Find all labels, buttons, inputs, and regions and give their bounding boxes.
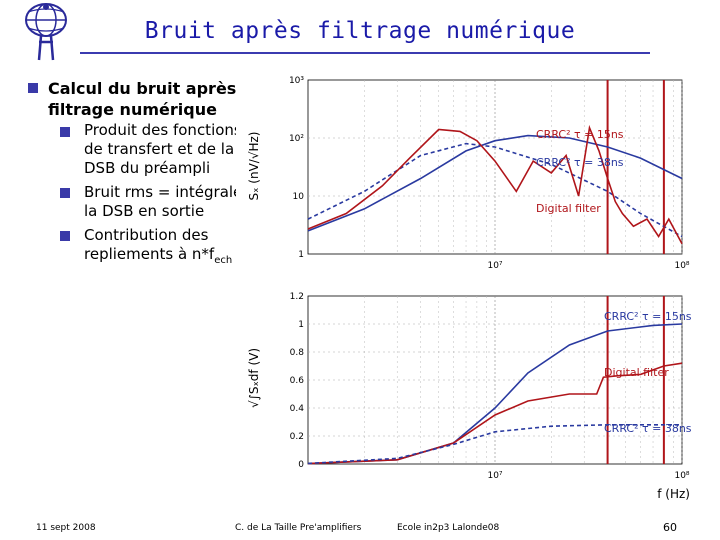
sub-bullet-transfer-functions bbox=[84, 121, 242, 178]
y-tick-label: 10 bbox=[292, 192, 304, 202]
title-divider bbox=[80, 52, 650, 54]
subscript-ech: ech bbox=[214, 255, 233, 266]
y-axis-label: Sₓ (nV/√Hz) bbox=[247, 131, 261, 201]
sub-bullet-aliasing bbox=[84, 226, 232, 270]
sub-bullet-line: Produit des fonctions bbox=[84, 121, 242, 139]
main-bullet-line: filtrage numérique bbox=[48, 100, 217, 119]
main-bullet-text bbox=[48, 78, 236, 120]
x-tick-label: 10⁷ bbox=[487, 471, 503, 481]
sub-bullet-line bbox=[84, 245, 232, 270]
sub-bullet-marker bbox=[60, 188, 70, 198]
sub-bullet-line: la DSB en sortie bbox=[84, 202, 205, 220]
sub-bullet-line: de transfert et de la bbox=[84, 140, 235, 158]
sub-bullet-marker bbox=[60, 127, 70, 137]
series-label: CRRC² τ = 38ns bbox=[604, 422, 692, 435]
y-tick-label: 1 bbox=[298, 250, 304, 260]
footer-conference: Ecole in2p3 Lalonde08 bbox=[397, 523, 500, 533]
y-tick-label: 0.8 bbox=[289, 348, 304, 358]
sub-bullet-line: Bruit rms = intégrale de bbox=[84, 183, 266, 201]
main-bullet-line: Calcul du bruit après bbox=[48, 79, 237, 98]
sub-bullet-line: Contribution des bbox=[84, 226, 209, 244]
page-number: 60 bbox=[663, 521, 677, 534]
y-tick-label: 10² bbox=[288, 134, 304, 144]
footer-date: 11 sept 2008 bbox=[36, 523, 96, 533]
sub-bullet-marker bbox=[60, 231, 70, 241]
y-axis-label: √∫Sₓdf (V) bbox=[247, 347, 261, 409]
slide-title: Bruit après filtrage numérique bbox=[144, 18, 576, 44]
series-label: CRRC² τ = 38ns bbox=[536, 156, 624, 169]
noise-figure bbox=[236, 66, 706, 516]
bullet-marker bbox=[28, 83, 38, 93]
y-tick-label: 0.2 bbox=[289, 432, 304, 442]
series-label: CRRC² τ = 15ns bbox=[604, 310, 692, 323]
y-tick-label: 1.2 bbox=[289, 292, 304, 302]
y-tick-label: 0.4 bbox=[289, 404, 304, 414]
x-tick-label: 10⁸ bbox=[674, 471, 690, 481]
sub-bullet-line: DSB du préampli bbox=[84, 159, 211, 177]
y-tick-label: 0.6 bbox=[289, 376, 304, 386]
y-tick-label: 10³ bbox=[288, 76, 304, 86]
aliasing-text: repliements à n*f bbox=[84, 245, 215, 263]
y-tick-label: 0 bbox=[298, 460, 304, 470]
series-label: CRRC² τ = 15ns bbox=[536, 128, 624, 141]
x-axis-label: f (Hz) bbox=[657, 487, 690, 501]
series-label: Digital filter bbox=[536, 202, 601, 215]
x-tick-label: 10⁸ bbox=[674, 261, 690, 271]
series-label: Digital filter bbox=[604, 366, 669, 379]
footer-author: C. de La Taille Pre'amplifiers bbox=[235, 523, 362, 533]
x-tick-label: 10⁷ bbox=[487, 261, 503, 271]
y-tick-label: 1 bbox=[298, 320, 304, 330]
